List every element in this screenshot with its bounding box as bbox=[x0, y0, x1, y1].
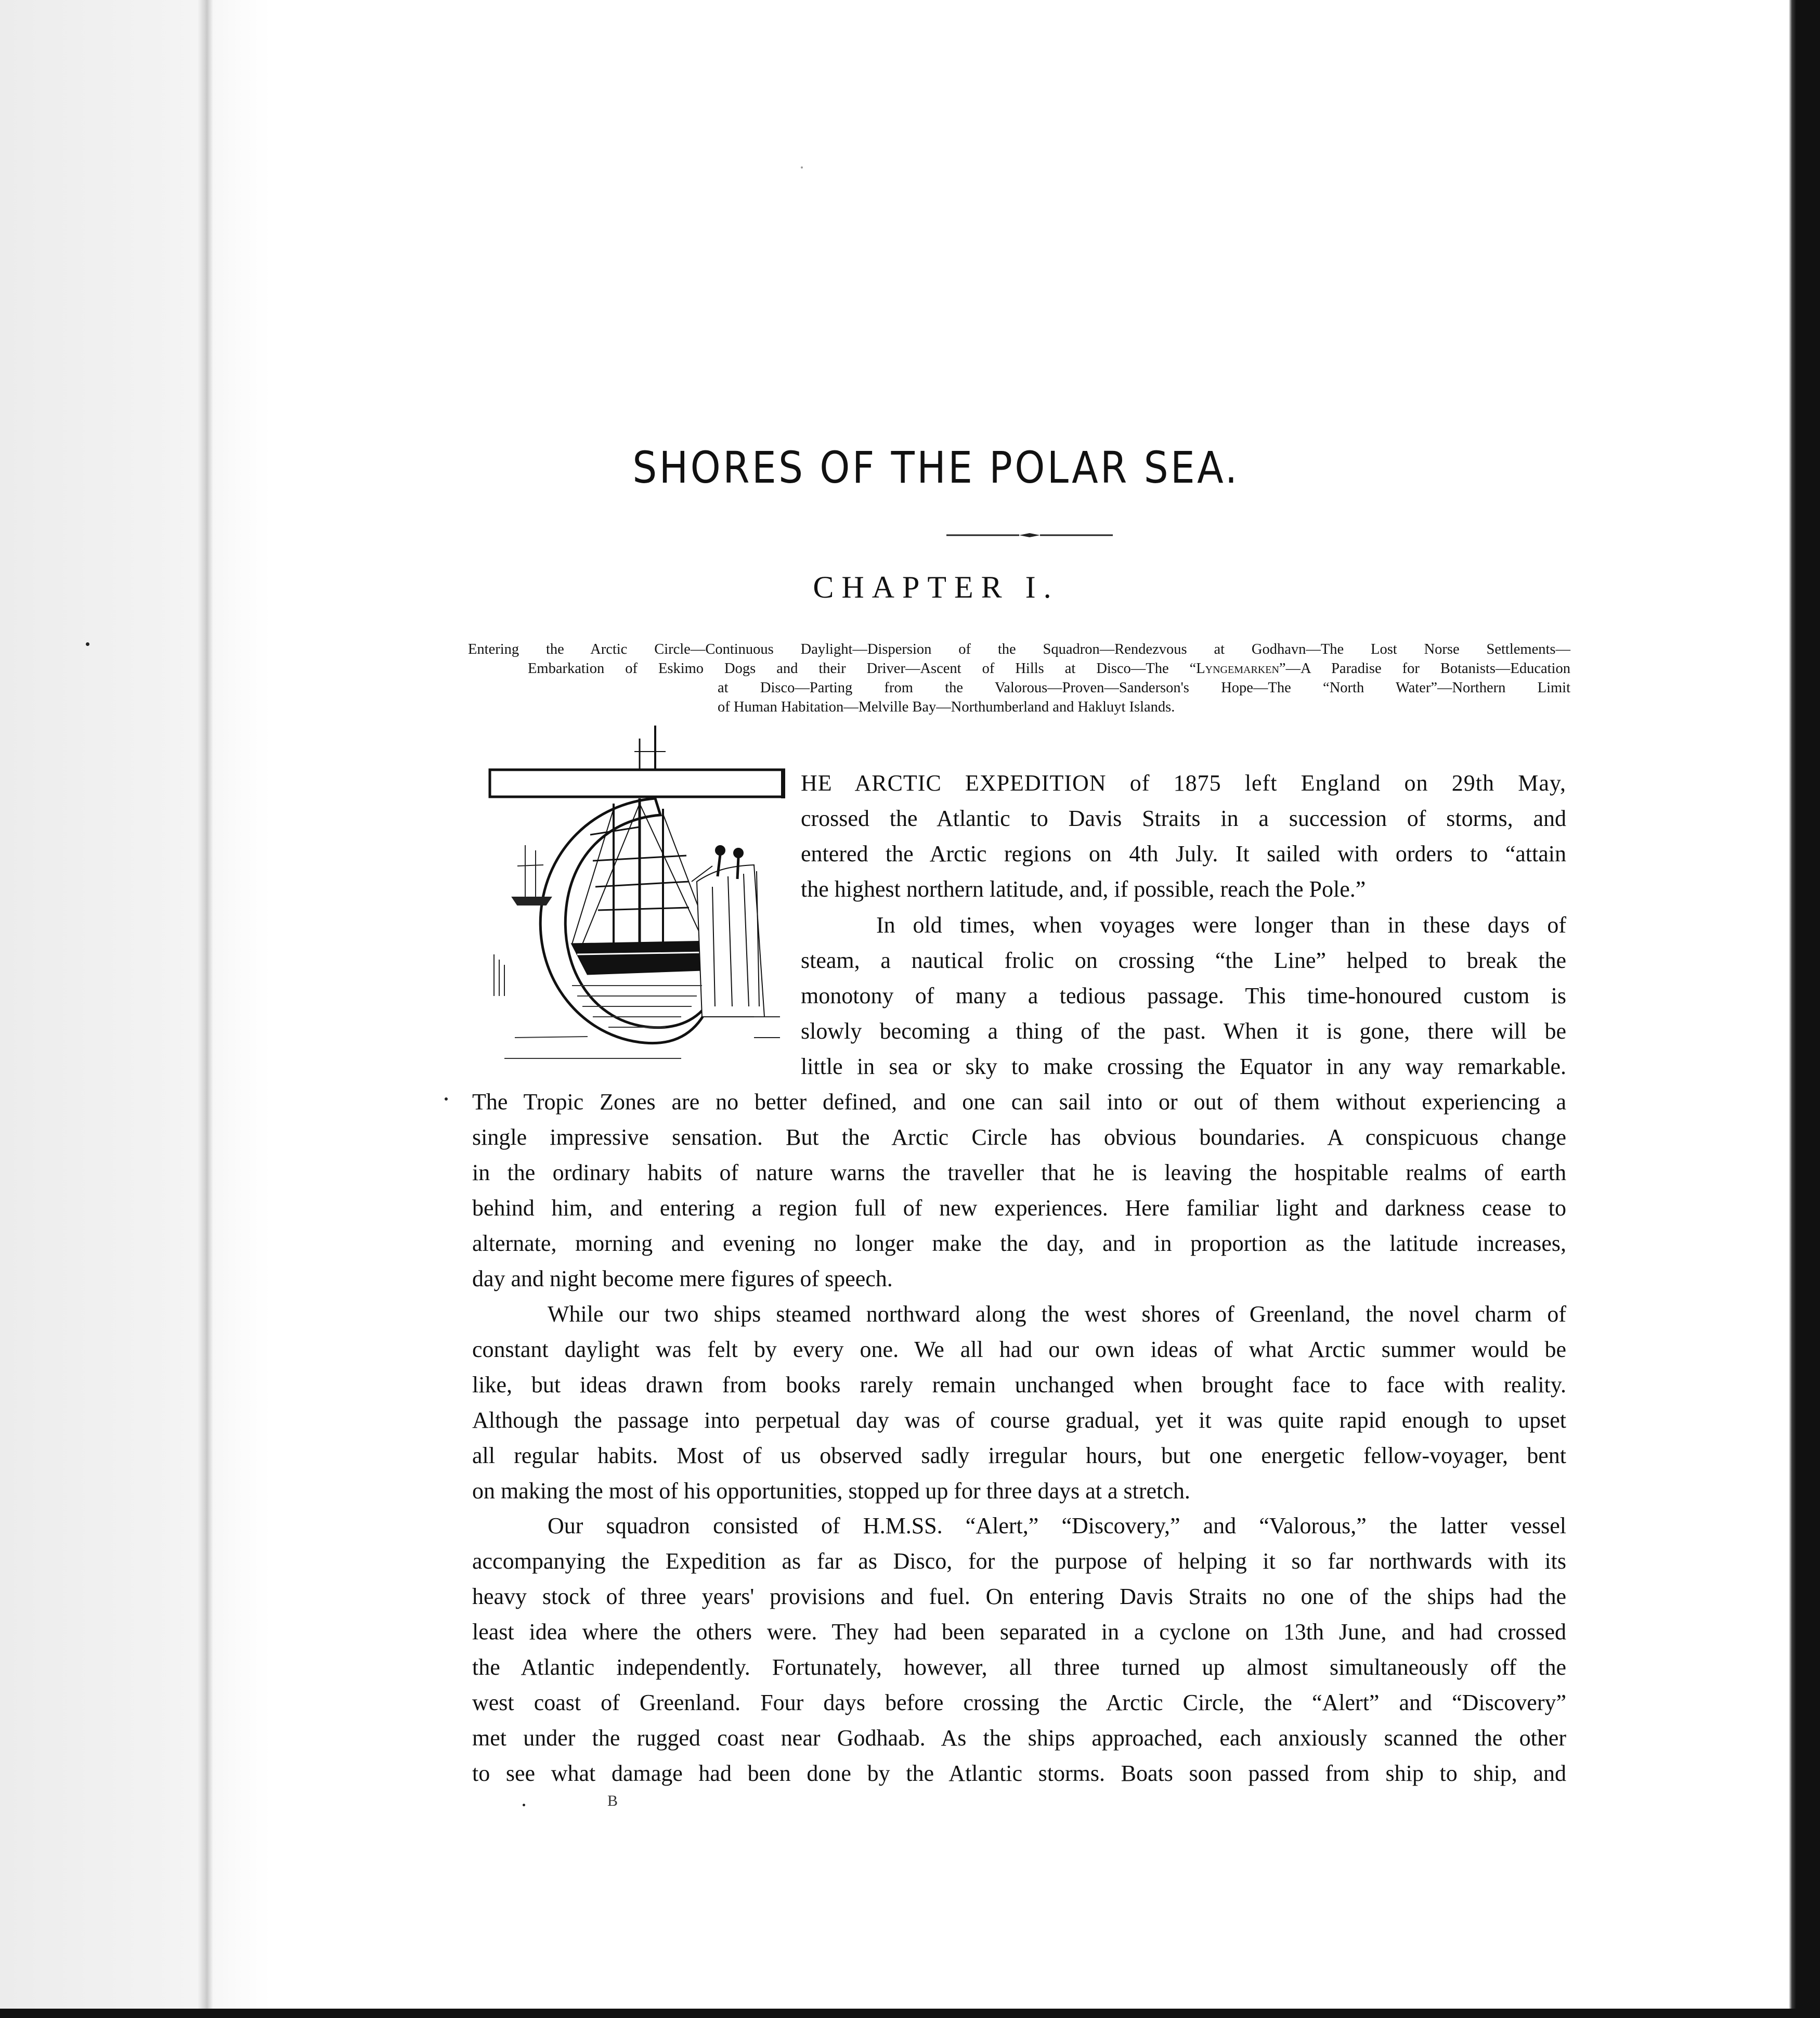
paragraph-4 bbox=[472, 1508, 1566, 1791]
text-line: all regular habits. Most of us observed sadly irregular hours, but one energetic fellow-voyager, bent bbox=[472, 1443, 1566, 1468]
text-line: accompanying the Expedition as far as Disco, for the purpose of helping it so far northwards with its bbox=[472, 1548, 1566, 1574]
text-line: the Atlantic independently. Fortunately, however, all three turned up almost simultaneously off the bbox=[472, 1654, 1566, 1680]
paragraph-2-full bbox=[472, 1084, 1566, 1297]
text-line: the highest northern latitude, and, if possible, reach the Pole.” bbox=[801, 876, 1366, 902]
paragraph-1 bbox=[801, 766, 1566, 907]
text-line: In old times, when voyages were longer than in these days of bbox=[876, 912, 1566, 938]
text-line: alternate, morning and evening no longer make the day, and in proportion as the latitude increases, bbox=[472, 1231, 1566, 1256]
text-line: slowly becoming a thing of the past. When it is gone, there will be bbox=[801, 1018, 1566, 1044]
text-line: HE ARCTIC EXPEDITION of 1875 left England on 29th May, bbox=[801, 770, 1566, 796]
text-line: constant daylight was felt by every one. We all had our own ideas of what Arctic summer would be bbox=[472, 1337, 1566, 1362]
text-line: in the ordinary habits of nature warns the traveller that he is leaving the hospitable realms of earth bbox=[472, 1160, 1566, 1185]
text-line: crossed the Atlantic to Davis Straits in a succession of storms, and bbox=[801, 806, 1566, 831]
scan-right-edge bbox=[1789, 0, 1820, 2018]
chapter-heading: CHAPTER I. bbox=[813, 570, 1059, 604]
synopsis-line bbox=[468, 659, 1570, 678]
text-line: day and night become mere figures of speech. bbox=[472, 1266, 893, 1291]
text-line: to see what damage had been done by the Atlantic storms. Boats soon passed from ship to ship, and bbox=[472, 1761, 1566, 1786]
synopsis-text: Embarkation of Eskimo Dogs and their Driver—Ascent of Hills at Disco—The “ bbox=[528, 661, 1197, 677]
text-line: entered the Arctic regions on 4th July. It sailed with orders to “attain bbox=[801, 841, 1566, 866]
ship-icon bbox=[572, 726, 712, 974]
ice-cliff bbox=[692, 846, 764, 1017]
text-line: Although the passage into perpetual day was of course gradual, yet it was quite rapid enough to upset bbox=[472, 1407, 1566, 1433]
scan-speck bbox=[523, 1804, 525, 1806]
synopsis-text: ”—A Paradise for Botanists—Education bbox=[1279, 661, 1570, 677]
text-line: Our squadron consisted of H.M.SS. “Alert,” “Discovery,” and “Valorous,” the latter vessel bbox=[548, 1513, 1566, 1538]
printer-signature-mark: B bbox=[607, 1792, 618, 1809]
text-line: While our two ships steamed northward along the west shores of Greenland, the novel charm of bbox=[548, 1301, 1566, 1327]
title-divider-ornament bbox=[946, 533, 1113, 538]
text-line: single impressive sensation. But the Arctic Circle has obvious boundaries. A conspicuous change bbox=[472, 1124, 1566, 1150]
synopsis-line: Entering the Arctic Circle—Continuous Daylight—Dispersion of the Squadron—Rendezvous at Godhavn—The Lost Norse Settlements— bbox=[468, 641, 1570, 657]
text-line: monotony of many a tedious passage. This time-honoured custom is bbox=[801, 983, 1566, 1008]
scan-binding-shadow bbox=[0, 0, 270, 2018]
text-line: heavy stock of three years' provisions and fuel. On entering Davis Straits no one of the ships had the bbox=[472, 1584, 1566, 1609]
synopsis-line: of Human Habitation—Melville Bay—Northumberland and Hakluyt Islands. bbox=[718, 699, 1175, 715]
text-line: least idea where the others were. They had been separated in a cyclone on 13th June, and had crossed bbox=[472, 1619, 1566, 1645]
scan-speck bbox=[86, 642, 89, 646]
scan-bottom-edge bbox=[0, 2009, 1820, 2018]
text-line: The Tropic Zones are no better defined, and one can sail into or out of them without experiencing a bbox=[472, 1089, 1566, 1115]
text-line: behind him, and entering a region full of new experiences. Here familiar light and darkness cease to bbox=[472, 1195, 1566, 1221]
paragraph-2-narrow bbox=[801, 908, 1566, 1084]
text-line: west coast of Greenland. Four days before crossing the Arctic Circle, the “Alert” and “Discovery” bbox=[472, 1690, 1566, 1715]
scan-speck bbox=[445, 1097, 448, 1101]
page-title: SHORES OF THE POLAR SEA. bbox=[632, 442, 1240, 493]
text-line: steam, a nautical frolic on crossing “the Line” helped to break the bbox=[801, 948, 1566, 973]
text-line: little in sea or sky to make crossing the Equator in any way remarkable. bbox=[801, 1054, 1566, 1079]
scan-speck bbox=[801, 166, 803, 169]
text-line: like, but ideas drawn from books rarely remain unchanged when brought face to face with reality. bbox=[472, 1372, 1566, 1398]
synopsis-smallcaps: Lyngemarken bbox=[1196, 661, 1279, 677]
paragraph-3 bbox=[472, 1297, 1566, 1509]
drop-cap-illustration bbox=[484, 726, 785, 1084]
chapter-synopsis bbox=[468, 640, 1570, 717]
synopsis-line: at Disco—Parting from the Valorous—Proven—Sanderson's Hope—The “North Water”—Northern Limit bbox=[718, 680, 1570, 696]
text-line: on making the most of his opportunities, stopped up for three days at a stretch. bbox=[472, 1478, 1190, 1504]
text-line: met under the rugged coast near Godhaab. As the ships approached, each anxiously scanned the other bbox=[472, 1725, 1566, 1751]
